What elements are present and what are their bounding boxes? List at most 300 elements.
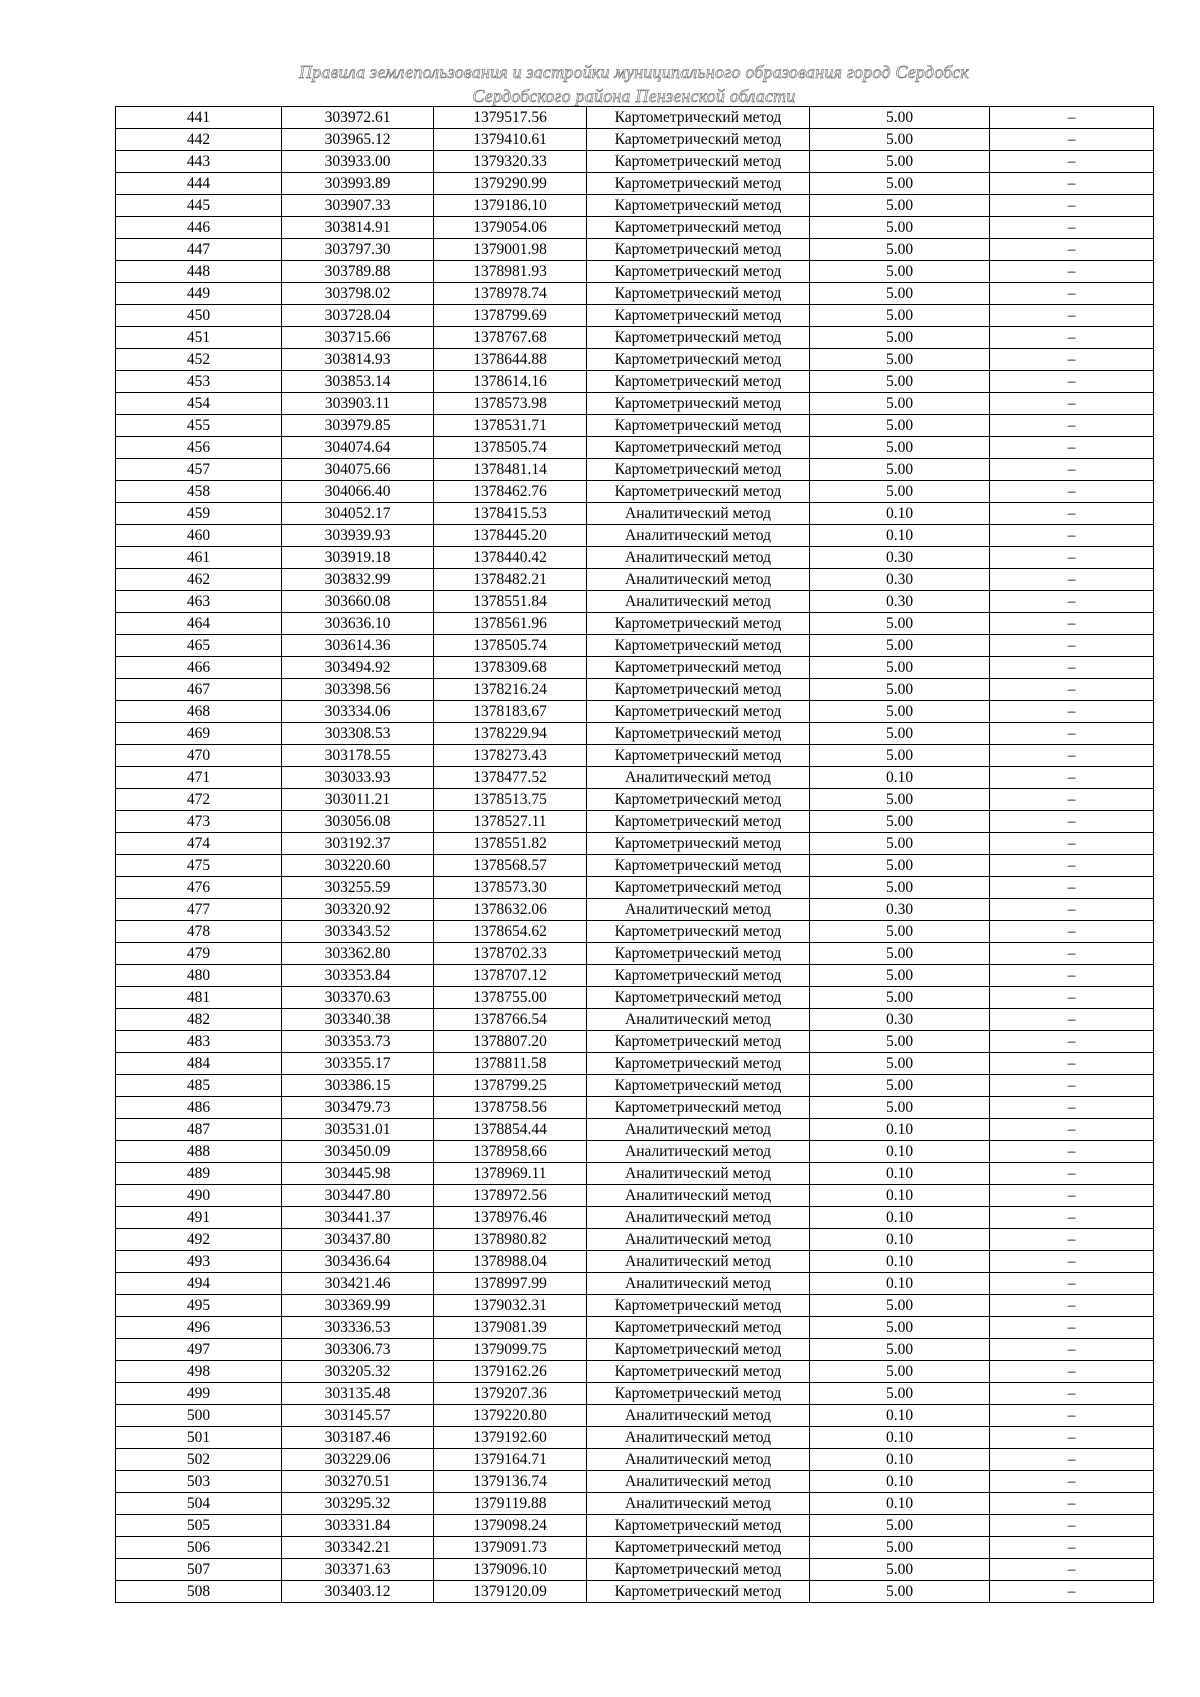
- accuracy-cell: 5.00: [810, 481, 990, 503]
- y-coordinate-cell: 1378445.20: [434, 525, 587, 547]
- accuracy-cell: 5.00: [810, 1559, 990, 1581]
- x-coordinate-cell: 303336.53: [282, 1317, 434, 1339]
- method-cell: Аналитический метод: [587, 525, 810, 547]
- accuracy-cell: 0.10: [810, 1119, 990, 1141]
- x-coordinate-cell: 303479.73: [282, 1097, 434, 1119]
- y-coordinate-cell: 1378573.30: [434, 877, 587, 899]
- note-cell: –: [990, 1515, 1154, 1537]
- x-coordinate-cell: 303972.61: [282, 107, 434, 129]
- point-number-cell: 484: [116, 1053, 282, 1075]
- accuracy-cell: 5.00: [810, 613, 990, 635]
- method-cell: Аналитический метод: [587, 503, 810, 525]
- method-cell: Картометрический метод: [587, 833, 810, 855]
- point-number-cell: 473: [116, 811, 282, 833]
- method-cell: Аналитический метод: [587, 899, 810, 921]
- point-number-cell: 472: [116, 789, 282, 811]
- table-row: [116, 1449, 1154, 1471]
- x-coordinate-cell: 303355.17: [282, 1053, 434, 1075]
- table-row: [116, 1405, 1154, 1427]
- y-coordinate-cell: 1378481.14: [434, 459, 587, 481]
- point-number-cell: 508: [116, 1581, 282, 1603]
- point-number-cell: 497: [116, 1339, 282, 1361]
- point-number-cell: 459: [116, 503, 282, 525]
- y-coordinate-cell: 1378551.84: [434, 591, 587, 613]
- point-number-cell: 486: [116, 1097, 282, 1119]
- note-cell: –: [990, 459, 1154, 481]
- table-row: [116, 943, 1154, 965]
- method-cell: Картометрический метод: [587, 481, 810, 503]
- x-coordinate-cell: 303660.08: [282, 591, 434, 613]
- method-cell: Картометрический метод: [587, 1515, 810, 1537]
- table-row: [116, 129, 1154, 151]
- header-line-2: Сердобского района Пензенской области: [472, 86, 796, 106]
- table-row: [116, 459, 1154, 481]
- table-row: [116, 569, 1154, 591]
- point-number-cell: 446: [116, 217, 282, 239]
- method-cell: Аналитический метод: [587, 1141, 810, 1163]
- point-number-cell: 469: [116, 723, 282, 745]
- y-coordinate-cell: 1378573.98: [434, 393, 587, 415]
- method-cell: Картометрический метод: [587, 305, 810, 327]
- y-coordinate-cell: 1378988.04: [434, 1251, 587, 1273]
- note-cell: –: [990, 547, 1154, 569]
- y-coordinate-cell: 1378978.74: [434, 283, 587, 305]
- accuracy-cell: 0.10: [810, 1141, 990, 1163]
- accuracy-cell: 5.00: [810, 635, 990, 657]
- y-coordinate-cell: 1378216.24: [434, 679, 587, 701]
- note-cell: –: [990, 1493, 1154, 1515]
- x-coordinate-cell: 303494.92: [282, 657, 434, 679]
- x-coordinate-cell: 303255.59: [282, 877, 434, 899]
- x-coordinate-cell: 303370.63: [282, 987, 434, 1009]
- note-cell: –: [990, 1361, 1154, 1383]
- y-coordinate-cell: 1378513.75: [434, 789, 587, 811]
- point-number-cell: 476: [116, 877, 282, 899]
- accuracy-cell: 5.00: [810, 261, 990, 283]
- accuracy-cell: 5.00: [810, 1515, 990, 1537]
- y-coordinate-cell: 1379120.09: [434, 1581, 587, 1603]
- accuracy-cell: 5.00: [810, 1053, 990, 1075]
- table-row: [116, 525, 1154, 547]
- table-row: [116, 679, 1154, 701]
- note-cell: –: [990, 283, 1154, 305]
- table-row: [116, 547, 1154, 569]
- method-cell: Картометрический метод: [587, 987, 810, 1009]
- point-number-cell: 442: [116, 129, 282, 151]
- y-coordinate-cell: 1379192.60: [434, 1427, 587, 1449]
- table-row: [116, 393, 1154, 415]
- table-row: [116, 811, 1154, 833]
- point-number-cell: 454: [116, 393, 282, 415]
- x-coordinate-cell: 303229.06: [282, 1449, 434, 1471]
- y-coordinate-cell: 1379081.39: [434, 1317, 587, 1339]
- note-cell: –: [990, 1097, 1154, 1119]
- table-row: [116, 591, 1154, 613]
- x-coordinate-cell: 303353.84: [282, 965, 434, 987]
- note-cell: –: [990, 327, 1154, 349]
- accuracy-cell: 5.00: [810, 921, 990, 943]
- accuracy-cell: 5.00: [810, 1075, 990, 1097]
- x-coordinate-cell: 303450.09: [282, 1141, 434, 1163]
- table-row: [116, 1317, 1154, 1339]
- y-coordinate-cell: 1378972.56: [434, 1185, 587, 1207]
- table-row: [116, 1515, 1154, 1537]
- table-row: [116, 1141, 1154, 1163]
- y-coordinate-cell: 1378811.58: [434, 1053, 587, 1075]
- x-coordinate-cell: 303933.00: [282, 151, 434, 173]
- table-row: [116, 1097, 1154, 1119]
- table-row: [116, 371, 1154, 393]
- point-number-cell: 505: [116, 1515, 282, 1537]
- y-coordinate-cell: 1378462.76: [434, 481, 587, 503]
- table-row: [116, 965, 1154, 987]
- point-number-cell: 487: [116, 1119, 282, 1141]
- point-number-cell: 448: [116, 261, 282, 283]
- y-coordinate-cell: 1379164.71: [434, 1449, 587, 1471]
- note-cell: –: [990, 1119, 1154, 1141]
- point-number-cell: 444: [116, 173, 282, 195]
- point-number-cell: 449: [116, 283, 282, 305]
- table-row: [116, 723, 1154, 745]
- point-number-cell: 489: [116, 1163, 282, 1185]
- point-number-cell: 467: [116, 679, 282, 701]
- x-coordinate-cell: 303205.32: [282, 1361, 434, 1383]
- accuracy-cell: 0.10: [810, 1471, 990, 1493]
- table-row: [116, 1295, 1154, 1317]
- table-row: [116, 349, 1154, 371]
- y-coordinate-cell: 1379410.61: [434, 129, 587, 151]
- y-coordinate-cell: 1378976.46: [434, 1207, 587, 1229]
- table-row: [116, 1581, 1154, 1603]
- note-cell: –: [990, 1537, 1154, 1559]
- point-number-cell: 475: [116, 855, 282, 877]
- note-cell: –: [990, 899, 1154, 921]
- method-cell: Картометрический метод: [587, 261, 810, 283]
- table-row: [116, 877, 1154, 899]
- x-coordinate-cell: 303334.06: [282, 701, 434, 723]
- accuracy-cell: 5.00: [810, 723, 990, 745]
- method-cell: Картометрический метод: [587, 393, 810, 415]
- point-number-cell: 465: [116, 635, 282, 657]
- method-cell: Аналитический метод: [587, 1493, 810, 1515]
- y-coordinate-cell: 1378505.74: [434, 635, 587, 657]
- table-row: [116, 151, 1154, 173]
- note-cell: –: [990, 613, 1154, 635]
- method-cell: Аналитический метод: [587, 1405, 810, 1427]
- point-number-cell: 443: [116, 151, 282, 173]
- y-coordinate-cell: 1379099.75: [434, 1339, 587, 1361]
- accuracy-cell: 5.00: [810, 943, 990, 965]
- method-cell: Картометрический метод: [587, 1053, 810, 1075]
- y-coordinate-cell: 1378183.67: [434, 701, 587, 723]
- note-cell: –: [990, 569, 1154, 591]
- table-row: [116, 1361, 1154, 1383]
- note-cell: –: [990, 877, 1154, 899]
- method-cell: Картометрический метод: [587, 1031, 810, 1053]
- x-coordinate-cell: 303993.89: [282, 173, 434, 195]
- note-cell: –: [990, 1207, 1154, 1229]
- accuracy-cell: 5.00: [810, 701, 990, 723]
- x-coordinate-cell: 303145.57: [282, 1405, 434, 1427]
- accuracy-cell: 0.10: [810, 1207, 990, 1229]
- point-number-cell: 492: [116, 1229, 282, 1251]
- x-coordinate-cell: 303135.48: [282, 1383, 434, 1405]
- accuracy-cell: 5.00: [810, 657, 990, 679]
- point-number-cell: 452: [116, 349, 282, 371]
- point-number-cell: 482: [116, 1009, 282, 1031]
- point-number-cell: 485: [116, 1075, 282, 1097]
- y-coordinate-cell: 1378799.25: [434, 1075, 587, 1097]
- note-cell: –: [990, 1053, 1154, 1075]
- method-cell: Картометрический метод: [587, 437, 810, 459]
- note-cell: –: [990, 723, 1154, 745]
- point-number-cell: 498: [116, 1361, 282, 1383]
- table-row: [116, 921, 1154, 943]
- y-coordinate-cell: 1378527.11: [434, 811, 587, 833]
- note-cell: –: [990, 1075, 1154, 1097]
- note-cell: –: [990, 921, 1154, 943]
- accuracy-cell: 0.30: [810, 1009, 990, 1031]
- method-cell: Картометрический метод: [587, 657, 810, 679]
- point-number-cell: 506: [116, 1537, 282, 1559]
- table-row: [116, 1075, 1154, 1097]
- method-cell: Картометрический метод: [587, 173, 810, 195]
- method-cell: Картометрический метод: [587, 701, 810, 723]
- x-coordinate-cell: 303342.21: [282, 1537, 434, 1559]
- accuracy-cell: 5.00: [810, 1383, 990, 1405]
- accuracy-cell: 5.00: [810, 173, 990, 195]
- y-coordinate-cell: 1378981.93: [434, 261, 587, 283]
- y-coordinate-cell: 1378807.20: [434, 1031, 587, 1053]
- x-coordinate-cell: 303715.66: [282, 327, 434, 349]
- table-row: [116, 745, 1154, 767]
- method-cell: Картометрический метод: [587, 745, 810, 767]
- note-cell: –: [990, 833, 1154, 855]
- method-cell: Картометрический метод: [587, 855, 810, 877]
- point-number-cell: 471: [116, 767, 282, 789]
- point-number-cell: 504: [116, 1493, 282, 1515]
- x-coordinate-cell: 303033.93: [282, 767, 434, 789]
- y-coordinate-cell: 1378766.54: [434, 1009, 587, 1031]
- y-coordinate-cell: 1378644.88: [434, 349, 587, 371]
- method-cell: Картометрический метод: [587, 943, 810, 965]
- note-cell: –: [990, 151, 1154, 173]
- x-coordinate-cell: 303447.80: [282, 1185, 434, 1207]
- x-coordinate-cell: 303362.80: [282, 943, 434, 965]
- note-cell: –: [990, 371, 1154, 393]
- table-row: [116, 415, 1154, 437]
- method-cell: Аналитический метод: [587, 1119, 810, 1141]
- point-number-cell: 458: [116, 481, 282, 503]
- point-number-cell: 496: [116, 1317, 282, 1339]
- method-cell: Картометрический метод: [587, 151, 810, 173]
- point-number-cell: 491: [116, 1207, 282, 1229]
- method-cell: Картометрический метод: [587, 327, 810, 349]
- table-row: [116, 1537, 1154, 1559]
- table-row: [116, 1493, 1154, 1515]
- x-coordinate-cell: 303403.12: [282, 1581, 434, 1603]
- method-cell: Картометрический метод: [587, 415, 810, 437]
- x-coordinate-cell: 303386.15: [282, 1075, 434, 1097]
- accuracy-cell: 0.10: [810, 525, 990, 547]
- note-cell: –: [990, 1273, 1154, 1295]
- y-coordinate-cell: 1379207.36: [434, 1383, 587, 1405]
- note-cell: –: [990, 437, 1154, 459]
- method-cell: Картометрический метод: [587, 371, 810, 393]
- table-row: [116, 833, 1154, 855]
- table-row: [116, 1119, 1154, 1141]
- note-cell: –: [990, 1405, 1154, 1427]
- y-coordinate-cell: 1378997.99: [434, 1273, 587, 1295]
- point-number-cell: 502: [116, 1449, 282, 1471]
- method-cell: Аналитический метод: [587, 591, 810, 613]
- method-cell: Аналитический метод: [587, 767, 810, 789]
- method-cell: Картометрический метод: [587, 239, 810, 261]
- note-cell: –: [990, 855, 1154, 877]
- method-cell: Аналитический метод: [587, 1185, 810, 1207]
- point-number-cell: 455: [116, 415, 282, 437]
- note-cell: –: [990, 591, 1154, 613]
- method-cell: Аналитический метод: [587, 1471, 810, 1493]
- note-cell: –: [990, 195, 1154, 217]
- x-coordinate-cell: 304066.40: [282, 481, 434, 503]
- method-cell: Картометрический метод: [587, 679, 810, 701]
- accuracy-cell: 0.30: [810, 899, 990, 921]
- table-row: [116, 1273, 1154, 1295]
- note-cell: –: [990, 965, 1154, 987]
- method-cell: Картометрический метод: [587, 877, 810, 899]
- table-row: [116, 437, 1154, 459]
- table-row: [116, 657, 1154, 679]
- table-row: [116, 899, 1154, 921]
- table-row: [116, 1229, 1154, 1251]
- y-coordinate-cell: 1378958.66: [434, 1141, 587, 1163]
- y-coordinate-cell: 1378758.56: [434, 1097, 587, 1119]
- table-body: [116, 107, 1154, 1603]
- x-coordinate-cell: 304052.17: [282, 503, 434, 525]
- y-coordinate-cell: 1378654.62: [434, 921, 587, 943]
- x-coordinate-cell: 303371.63: [282, 1559, 434, 1581]
- accuracy-cell: 5.00: [810, 1581, 990, 1603]
- point-number-cell: 462: [116, 569, 282, 591]
- accuracy-cell: 5.00: [810, 151, 990, 173]
- x-coordinate-cell: 303531.01: [282, 1119, 434, 1141]
- x-coordinate-cell: 303853.14: [282, 371, 434, 393]
- table-row: [116, 503, 1154, 525]
- note-cell: –: [990, 745, 1154, 767]
- x-coordinate-cell: 303903.11: [282, 393, 434, 415]
- table-row: [116, 1559, 1154, 1581]
- x-coordinate-cell: 303421.46: [282, 1273, 434, 1295]
- note-cell: –: [990, 525, 1154, 547]
- accuracy-cell: 5.00: [810, 1317, 990, 1339]
- note-cell: –: [990, 261, 1154, 283]
- note-cell: –: [990, 767, 1154, 789]
- table-row: [116, 1383, 1154, 1405]
- accuracy-cell: 5.00: [810, 195, 990, 217]
- note-cell: –: [990, 701, 1154, 723]
- method-cell: Аналитический метод: [587, 1163, 810, 1185]
- table-row: [116, 1031, 1154, 1053]
- y-coordinate-cell: 1379162.26: [434, 1361, 587, 1383]
- accuracy-cell: 5.00: [810, 327, 990, 349]
- point-number-cell: 453: [116, 371, 282, 393]
- point-number-cell: 466: [116, 657, 282, 679]
- y-coordinate-cell: 1378229.94: [434, 723, 587, 745]
- method-cell: Картометрический метод: [587, 459, 810, 481]
- point-number-cell: 495: [116, 1295, 282, 1317]
- note-cell: –: [990, 1427, 1154, 1449]
- note-cell: –: [990, 503, 1154, 525]
- x-coordinate-cell: 303369.99: [282, 1295, 434, 1317]
- point-number-cell: 463: [116, 591, 282, 613]
- point-number-cell: 479: [116, 943, 282, 965]
- accuracy-cell: 0.10: [810, 1493, 990, 1515]
- accuracy-cell: 5.00: [810, 1097, 990, 1119]
- note-cell: –: [990, 1383, 1154, 1405]
- point-number-cell: 461: [116, 547, 282, 569]
- table-row: [116, 1251, 1154, 1273]
- table-row: [116, 1163, 1154, 1185]
- method-cell: Картометрический метод: [587, 789, 810, 811]
- method-cell: Аналитический метод: [587, 1449, 810, 1471]
- note-cell: –: [990, 1251, 1154, 1273]
- note-cell: –: [990, 1141, 1154, 1163]
- x-coordinate-cell: 303295.32: [282, 1493, 434, 1515]
- accuracy-cell: 5.00: [810, 239, 990, 261]
- point-number-cell: 501: [116, 1427, 282, 1449]
- x-coordinate-cell: 303728.04: [282, 305, 434, 327]
- x-coordinate-cell: 303814.91: [282, 217, 434, 239]
- x-coordinate-cell: 303965.12: [282, 129, 434, 151]
- x-coordinate-cell: 303340.38: [282, 1009, 434, 1031]
- point-number-cell: 500: [116, 1405, 282, 1427]
- x-coordinate-cell: 303178.55: [282, 745, 434, 767]
- y-coordinate-cell: 1378707.12: [434, 965, 587, 987]
- accuracy-cell: 5.00: [810, 459, 990, 481]
- accuracy-cell: 5.00: [810, 217, 990, 239]
- accuracy-cell: 0.30: [810, 547, 990, 569]
- accuracy-cell: 5.00: [810, 349, 990, 371]
- method-cell: Картометрический метод: [587, 811, 810, 833]
- table-row: [116, 1339, 1154, 1361]
- accuracy-cell: 5.00: [810, 745, 990, 767]
- x-coordinate-cell: 304074.64: [282, 437, 434, 459]
- accuracy-cell: 5.00: [810, 393, 990, 415]
- x-coordinate-cell: 303814.93: [282, 349, 434, 371]
- y-coordinate-cell: 1378767.68: [434, 327, 587, 349]
- note-cell: –: [990, 239, 1154, 261]
- y-coordinate-cell: 1379091.73: [434, 1537, 587, 1559]
- note-cell: –: [990, 679, 1154, 701]
- y-coordinate-cell: 1379032.31: [434, 1295, 587, 1317]
- accuracy-cell: 0.10: [810, 1405, 990, 1427]
- table-row: [116, 855, 1154, 877]
- x-coordinate-cell: 303220.60: [282, 855, 434, 877]
- accuracy-cell: 5.00: [810, 437, 990, 459]
- accuracy-cell: 5.00: [810, 415, 990, 437]
- method-cell: Картометрический метод: [587, 1295, 810, 1317]
- x-coordinate-cell: 303798.02: [282, 283, 434, 305]
- method-cell: Картометрический метод: [587, 195, 810, 217]
- note-cell: –: [990, 1559, 1154, 1581]
- accuracy-cell: 5.00: [810, 305, 990, 327]
- x-coordinate-cell: 303398.56: [282, 679, 434, 701]
- y-coordinate-cell: 1378854.44: [434, 1119, 587, 1141]
- x-coordinate-cell: 303939.93: [282, 525, 434, 547]
- note-cell: –: [990, 811, 1154, 833]
- note-cell: –: [990, 1471, 1154, 1493]
